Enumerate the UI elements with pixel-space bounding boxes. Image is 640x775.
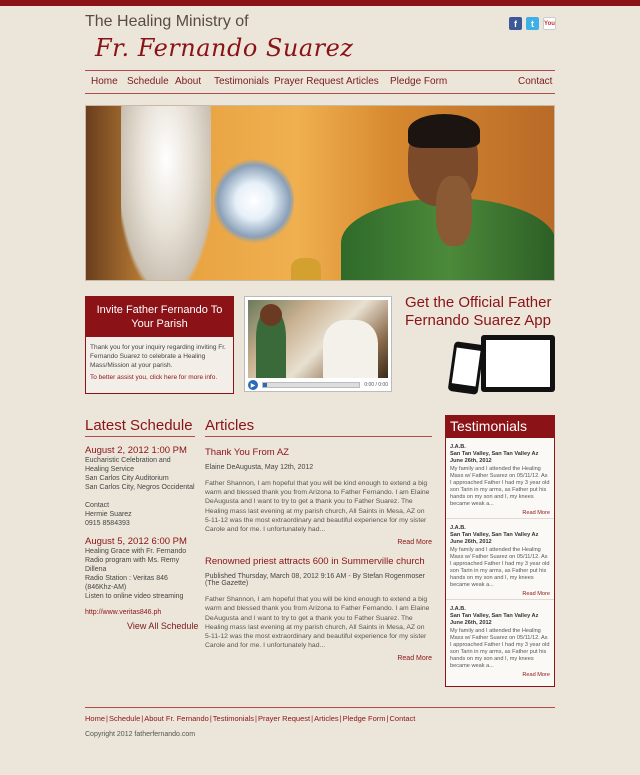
testimonial-name: J.A.B. [450, 444, 466, 450]
youtube-icon[interactable]: You [543, 17, 556, 30]
video-controls [248, 380, 388, 390]
testimonial-location: San Tan Valley, San Tan Valley Az [450, 532, 539, 538]
schedule-event-line: Eucharistic Celebration and Healing Service [85, 457, 171, 473]
footer-divider [85, 707, 555, 708]
nav-home[interactable]: Home [91, 76, 118, 87]
article-read-more-link[interactable]: Read More [397, 539, 432, 547]
article-item [205, 447, 432, 546]
hero-praying-hands [436, 176, 472, 246]
nav-testimonials[interactable]: Testimonials [214, 76, 270, 87]
footer-separator: | [255, 714, 257, 723]
video-time: 0:00 / 0:00 [364, 382, 388, 388]
article-read-more-link[interactable]: Read More [397, 655, 432, 663]
schedule-event [85, 445, 195, 528]
testimonial-name: J.A.B. [450, 606, 466, 612]
testimonial-location: San Tan Valley, San Tan Valley Az [450, 613, 539, 619]
hero-statue [121, 106, 211, 281]
hero-priest-hair [408, 114, 480, 148]
footer-separator: | [386, 714, 389, 723]
nav-articles[interactable]: Articles [346, 76, 379, 87]
testimonial-item [446, 600, 554, 680]
articles-title: Articles [205, 417, 432, 437]
video-player[interactable] [244, 296, 392, 392]
invite-more-link[interactable]: To better assist you, click here for more info. [90, 374, 218, 381]
schedule-event-date[interactable]: August 2, 2012 1:00 PM [85, 445, 187, 456]
testimonial-item [446, 519, 554, 600]
footer-link-testimonials[interactable]: Testimonials [212, 714, 255, 723]
article-meta: Published Thursday, March 08, 2012 9:16 AM - By Stefan Rogenmoser (The Gazette) [205, 573, 425, 588]
tablet-icon[interactable] [481, 335, 555, 392]
testimonial-date: June 26th, 2012 [450, 458, 492, 464]
facebook-icon[interactable]: f [509, 17, 522, 30]
schedule-event-line: San Carlos City, Negros Occidental [85, 484, 195, 491]
footer-link-prayer-request[interactable]: Prayer Request [258, 714, 311, 723]
article-excerpt: Father Shannon, I am hopeful that you will be kind enough to extend a big warm and blessed thank you from Arizona to Father Fernando. I am Elaine DeAugusta and I want to try to get a thank you to Father Suarez. The Healing mass last evening at my parish church, All Saints in Mesa, AZ on 5-11-12 was the most extraordinary and beautiful experience for my sister Carole and for me. I unfortunately had... [205, 480, 430, 534]
testimonial-body: My family and I attended the Healing Mass w/ Father Suarez on 05/11/12. As I approached Father I had my 3 year old son Tarin in my arms, as Father put his hands on my son and I, my knees became weak a... [450, 547, 550, 588]
site-title-logo[interactable]: Fr. Fernando Suarez [95, 34, 354, 62]
video-figure-head [260, 304, 282, 326]
footer-separator: | [106, 714, 108, 723]
testimonial-date: June 26th, 2012 [450, 539, 492, 545]
site-title-line1: The Healing Ministry of [85, 13, 249, 30]
schedule-event-line: San Carlos City Auditorium [85, 475, 169, 482]
footer-link-contact[interactable]: Contact [389, 714, 416, 723]
main-nav [85, 70, 555, 94]
video-figure [323, 320, 378, 378]
footer-link-pledge-form[interactable]: Pledge Form [342, 714, 386, 723]
article-title[interactable]: Thank You From AZ [205, 447, 289, 458]
footer-link-schedule[interactable]: Schedule [108, 714, 141, 723]
invite-body: Thank you for your inquiry regarding inviting Fr. Fernando Suarez to celebrate a Healing Mass/Mission at your parish. [90, 344, 226, 369]
schedule-event-date[interactable]: August 5, 2012 6:00 PM [85, 536, 187, 547]
top-accent-bar [0, 0, 640, 6]
article-item [205, 556, 432, 662]
video-progress-fill [263, 383, 267, 387]
testimonial-read-more-link[interactable]: Read More [522, 591, 550, 597]
schedule-title: Latest Schedule [85, 417, 195, 437]
article-excerpt: Father Shannon, I am hopeful that you will be kind enough to extend a big warm and blessed thank you from Arizona to Father Fernando. I am Elaine DeAugusta and I want to try to get a thank you to Father Suarez. The Healing mass last evening at my parish church, All Saints in Mesa, AZ on 5-11-12 was the most extraordinary and beautiful experience for my sister Carole and for me. I unfortunately had... [205, 596, 430, 650]
footer-separator: | [339, 714, 342, 723]
invite-heading: Invite Father Fernando To Your Parish [86, 297, 233, 337]
schedule-event-line: Radio program with Ms. Remy Dillena [85, 557, 180, 573]
invite-box [85, 296, 234, 394]
hero-chalice [291, 258, 321, 281]
article-meta: Elaine DeAugusta, May 12th, 2012 [205, 464, 314, 471]
testimonial-read-more-link[interactable]: Read More [522, 510, 550, 516]
copyright: Copyright 2012 fatherfernando.com [85, 731, 196, 738]
testimonials-title: Testimonials [446, 416, 554, 438]
footer-link-articles[interactable]: Articles [314, 714, 339, 723]
schedule-event [85, 536, 195, 619]
footer-separator: | [209, 714, 212, 723]
view-all-schedule-link[interactable]: View All Schedule [127, 621, 199, 631]
nav-contact[interactable]: Contact [518, 76, 553, 87]
footer-separator: | [311, 714, 314, 723]
schedule-event-line: Contact [85, 502, 110, 509]
testimonial-body: My family and I attended the Healing Mass w/ Father Suarez on 05/11/12. As I approached Father I had my 3 year old son Tarin in my arms, as Father put his hands on my son and I, my knees became weak a... [450, 466, 550, 507]
schedule-event-line: 0915 8584393 [85, 520, 130, 527]
footer-separator: | [141, 714, 144, 723]
schedule-event-line: Radio Station : Veritas 846 (846Khz-AM) [85, 575, 168, 591]
phone-icon[interactable] [448, 341, 485, 395]
schedule-event-spacer [85, 492, 195, 501]
schedule-event-line: Listen to online video streaming [85, 593, 184, 600]
article-title[interactable]: Renowned priest attracts 600 in Summerville church [205, 556, 425, 568]
play-icon[interactable]: ▶ [248, 380, 258, 390]
testimonial-location: San Tan Valley, San Tan Valley Az [450, 451, 539, 457]
nav-schedule[interactable]: Schedule [127, 76, 169, 87]
nav-pledge-form[interactable]: Pledge Form [390, 76, 448, 87]
video-thumbnail[interactable] [248, 300, 388, 378]
nav-about[interactable]: About [175, 76, 202, 87]
footer-link-home[interactable]: Home [85, 714, 106, 723]
testimonial-body: My family and I attended the Healing Mass w/ Father Suarez on 05/11/12. As I approached Father I had my 3 year old son Tarin in my arms, as Father put his hands on my son and I, my knees became weak a... [450, 628, 550, 669]
hero-light [214, 156, 294, 246]
nav-prayer-request[interactable]: Prayer Request [274, 76, 344, 87]
schedule-event-link[interactable]: http://www.veritas846.ph [85, 609, 162, 616]
testimonials-box [445, 415, 555, 687]
footer-link-about[interactable]: About Fr. Fernando [144, 714, 209, 723]
testimonial-item [446, 438, 554, 519]
testimonial-name: J.A.B. [450, 525, 466, 531]
twitter-icon[interactable]: t [526, 17, 539, 30]
testimonial-read-more-link[interactable]: Read More [522, 672, 550, 678]
hero-image [85, 105, 555, 281]
testimonial-date: June 26th, 2012 [450, 620, 492, 626]
schedule-section [85, 417, 195, 619]
schedule-event-line: Healing Grace with Fr. Fernando [85, 548, 187, 555]
footer-nav [85, 714, 415, 723]
video-progress-bar[interactable] [262, 382, 360, 388]
app-promo-title[interactable]: Get the Official Father Fernando Suarez App [405, 294, 552, 329]
articles-section [205, 417, 432, 662]
schedule-event-line: Hermie Suarez [85, 511, 132, 518]
social-links [509, 17, 556, 30]
